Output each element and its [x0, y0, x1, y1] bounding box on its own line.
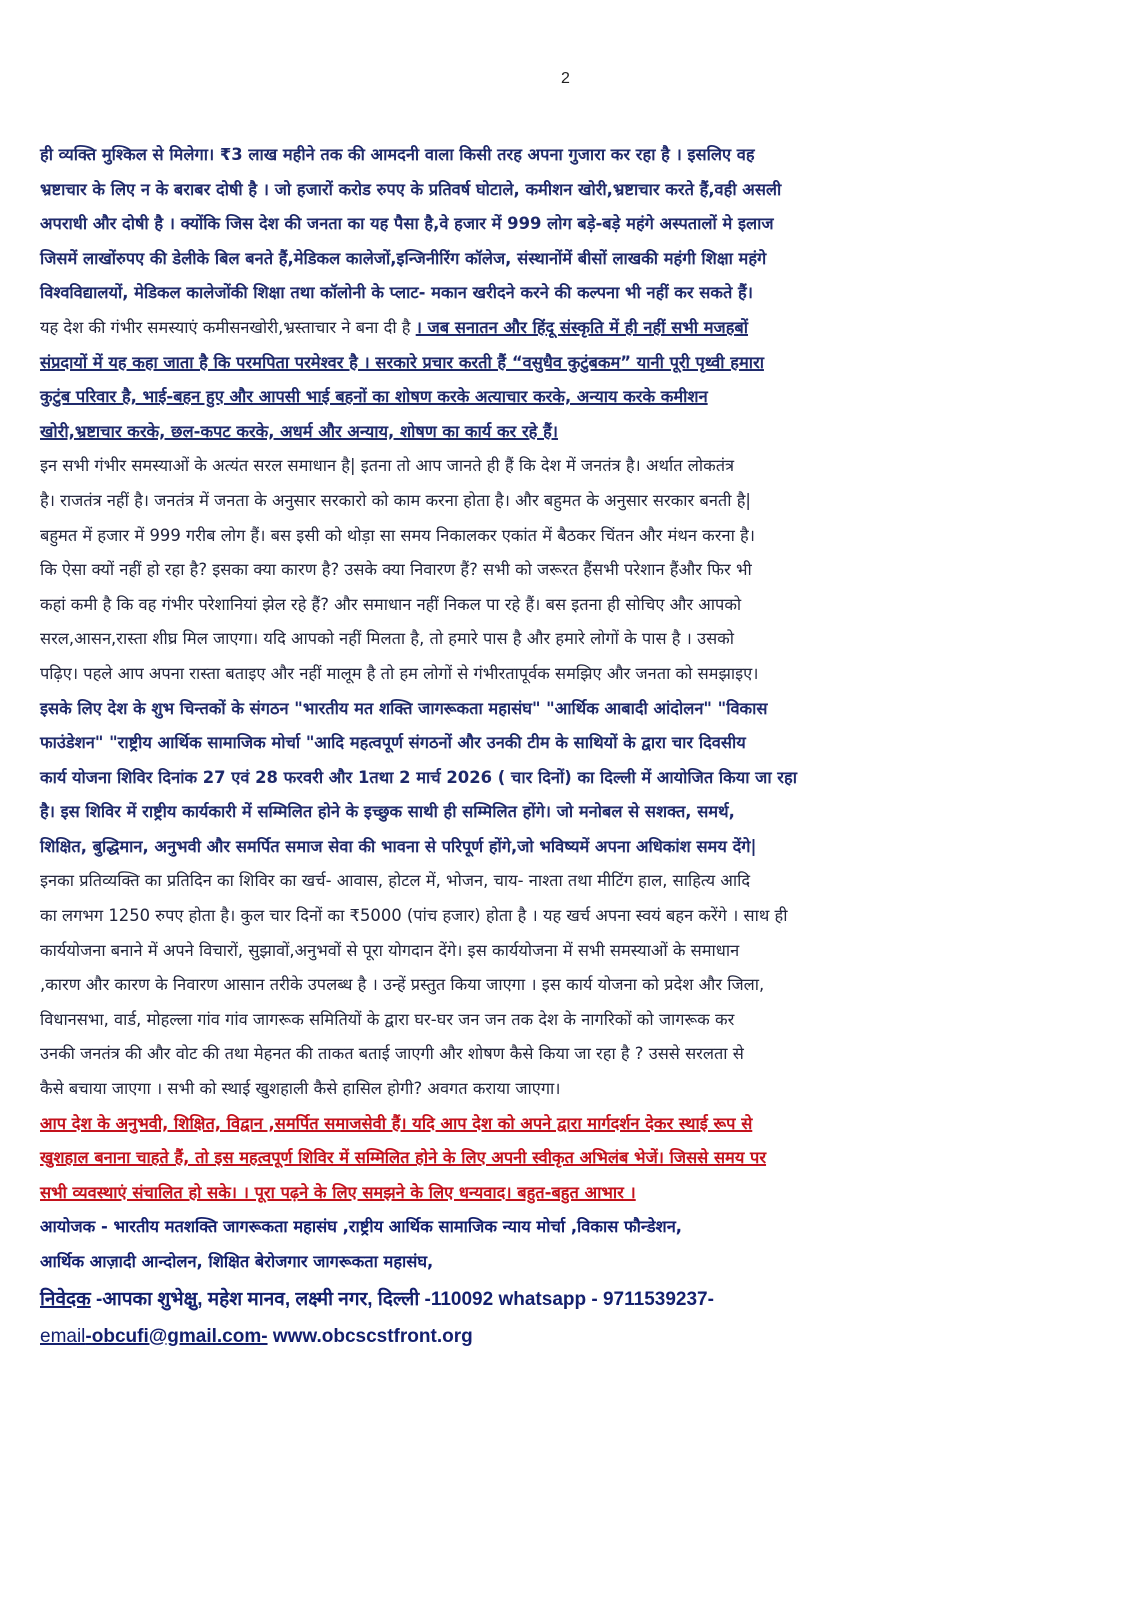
paragraph-sanatan: [40, 311, 1091, 449]
website-link[interactable]: www.obcscstfront.org: [267, 1325, 473, 1347]
text-line: विधानसभा, वार्ड, मोहल्ला गांव गांव जागरूक समितियों के द्वारा घर-घर जन जन तक देश के नागरिकों को जागरूक कर: [40, 1009, 735, 1029]
text-line: सरल,आसन,रास्ता शीघ्र मिल जाएगा। यदि आपको नहीं मिलता है, तो हमारे पास है और हमारे लोगों के पास है । उसको: [40, 629, 734, 649]
text-line: बहुमत में हजार में 999 गरीब लोग हैं। बस इसी को थोड़ा सा समय निकालकर एकांत में बैठकर चिंतन और मंथन करना है।: [40, 525, 755, 545]
signature-block: [40, 1280, 1091, 1356]
underlined-line: संप्रदायों में यह कहा जाता है कि परमपिता परमेश्वर है । सरकारे प्रचार करती हैं “वसुधैव कुटुंबकम” यानी पूरी पृथ्वी हमारा: [40, 352, 764, 372]
text-line: है। राजतंत्र नहीं है। जनतंत्र में जनता के अनुसार सरकारो को काम करना होता है। और बहुमत के अनुसार सरकार बनती है|: [40, 490, 751, 510]
text-line: फाउंडेशन" "राष्ट्रीय आर्थिक सामाजिक मोर्चा "आदि महत्वपूर्ण संगठनों और उनकी टीम के साथियों के द्वारा चार दिवसीय: [40, 733, 746, 753]
text-line: कार्य योजना शिविर दिनांक 27 एवं 28 फरवरी और 1तथा 2 मार्च 2026 ( चार दिनों) का दिल्ली में आयोजित किया जा रहा: [40, 767, 797, 787]
organizer-line: आर्थिक आज़ादी आन्दोलन, शिक्षित बेरोजगार जागरूकता महासंघ,: [40, 1252, 434, 1271]
paragraph-corruption: [40, 138, 1091, 311]
paragraph-camp-expenses: [40, 864, 1091, 1106]
text-line: इसके लिए देश के शुभ चिन्तकों के संगठन "भारतीय मत शक्ति जागरूकता महासंघ" "आर्थिक आबादी आंदोलन" "विकास: [40, 698, 768, 718]
contact-line: [40, 1318, 1091, 1356]
text-line: भ्रष्टाचार के लिए न के बराबर दोषी है । जो हजारों करोड रुपए के प्रतिवर्ष घोटाले, कमीशन खोरी,भ्रष्टाचार करते हैं,वही असली: [40, 179, 782, 199]
red-underlined-line: आप देश के अनुभवी, शिक्षित, विद्वान ,समर्पित समाजसेवी हैं। यदि आप देश को अपने द्वारा मार्गदर्शन देकर स्थाई रूप से: [40, 1113, 753, 1133]
text-line: पढ़िए। पहले आप अपना रास्ता बताइए और नहीं मालूम है तो हम लोगों से गंभीरतापूर्वक समझिए और जनता को समझाइए।: [40, 663, 759, 683]
paragraph-solution: [40, 449, 1091, 691]
text-line: इनका प्रतिव्यक्ति का प्रतिदिन का शिविर का खर्च- आवास, होटल में, भोजन, चाय- नाश्ता तथा मीटिंग हाल, साहित्य आदि: [40, 871, 751, 891]
signature-label: निवेदक: [40, 1287, 91, 1310]
organizer-line: आयोजक - भारतीय मतशक्ति जागरूकता महासंघ ,राष्ट्रीय आर्थिक सामाजिक न्याय मोर्चा ,विकास फौन्डेशन,: [40, 1217, 683, 1237]
text-line: है। इस शिविर में राष्ट्रीय कार्यकारी में सम्मिलित होने के इच्छुक साथी ही सम्मिलित होंगे। जो मनोबल से सशक्त, समर्थ,: [40, 802, 735, 822]
text-line: ही व्यक्ति मुश्किल से मिलेगा। ₹3 लाख महीने तक की आमदनी वाला किसी तरह अपना गुजारा कर रहा है । इसलिए वह: [40, 145, 755, 164]
paragraph-camp-announcement: [40, 692, 1091, 865]
organizers-block: [40, 1210, 1091, 1279]
text-line: जिसमें लाखोंरुपए की डेलीके बिल बनते हैं,मेडिकल कालेजों,इन्जिनीरिंग कॉलेज, संस्थानोंमें बीसों लाखकी महंगी शिक्षा महंगे: [40, 248, 767, 268]
paragraph-invitation: [40, 1107, 1091, 1211]
signature-text: -आपका शुभेक्षु, महेश मानव, लक्ष्मी नगर, दिल्ली -110092 whatsapp - 9711539237-: [90, 1288, 714, 1310]
email-label: email: [40, 1325, 86, 1347]
signature-line: [40, 1280, 1091, 1318]
text-line: कहां कमी है कि वह गंभीर परेशानियां झेल रहे हैं? और समाधान नहीं निकल पा रहे हैं। बस इतना ही सोचिए और आपको: [40, 594, 742, 614]
red-underlined-line: खुशहाल बनाना चाहते हैं, तो इस महत्वपूर्ण शिविर में सम्मिलित होने के लिए अपनी स्वीकृत अभिलंब भेजें। जिससे समय पर: [40, 1148, 767, 1168]
text-line: कार्ययोजना बनाने में अपने विचारों, सुझावों,अनुभवों से पूरा योगदान देंगे। इस कार्ययोजना में सभी समस्याओं के समाधान: [40, 940, 740, 960]
text-line: उनकी जनतंत्र की और वोट की तथा मेहनत की ताकत बताई जाएगी और शोषण कैसे किया जा रहा है ? उससे सरलता से: [40, 1044, 744, 1064]
text-line: शिक्षित, बुद्धिमान, अनुभवी और समर्पित समाज सेवा की भावना से परिपूर्ण होंगे,जो भविष्यमें अपना अधिकांश समय देंगे|: [40, 836, 757, 856]
text-line: का लगभग 1250 रुपए होता है। कुल चार दिनों का ₹5000 (पांच हजार) होता है । यह खर्च अपना स्वयं बहन करेंगे । साथ ही: [40, 906, 788, 926]
text-line: [40, 311, 1091, 346]
underlined-text: । जब सनातन और हिंदू संस्कृति में ही नहीं सभी मजहबों: [415, 317, 749, 337]
text-line: अपराधी और दोषी है । क्योंकि जिस देश की जनता का यह पैसा है,वे हजार में 999 लोग बड़े-बड़े महंगे अस्पतालों मे इलाज: [40, 214, 774, 234]
red-underlined-line: सभी व्यवस्थाएं संचालित हो सके। । पूरा पढ़ने के लिए समझने के लिए धन्यवाद। बहुत-बहुत आभार ।: [40, 1182, 636, 1202]
underlined-line: खोरी,भ्रष्टाचार करके, छल-कपट करके, अधर्म और अन्याय, शोषण का कार्य कर रहे हैं।: [40, 421, 558, 441]
intro-text: यह देश की गंभीर समस्याएं कमीसनखोरी,भ्रस्ताचार ने बना दी है: [40, 317, 416, 337]
text-line: विश्वविद्यालयों, मेडिकल कालेजोंकी शिक्षा तथा कॉलोनी के प्लाट- मकान खरीदने करने की कल्पना भी नहीं कर सकते हैं।: [40, 283, 753, 303]
text-line: इन सभी गंभीर समस्याओं के अत्यंत सरल समाधान है| इतना तो आप जानते ही हैं कि देश में जनतंत्र है। अर्थात लोकतंत्र: [40, 456, 735, 476]
text-line: कि ऐसा क्यों नहीं हो रहा है? इसका क्या कारण है? उसके क्या निवारण हैं? सभी को जरूरत हैंसभी परेशान हैंऔर फिर भी: [40, 560, 752, 580]
letter-body: [40, 138, 1091, 1356]
text-line: ,कारण और कारण के निवारण आसान तरीके उपलब्ध है । उन्हें प्रस्तुत किया जाएगा । इस कार्य योजना को प्रदेश और जिला,: [40, 975, 765, 995]
underlined-line: कुटुंब परिवार है, भाई-बहन हुए और आपसी भाई बहनों का शोषण करके अत्याचार करके, अन्याय करके कमीशन: [40, 387, 708, 407]
text-line: कैसे बचाया जाएगा । सभी को स्थाई खुशहाली कैसे हासिल होगी? अवगत कराया जाएगा।: [40, 1079, 561, 1099]
page-number: 2: [561, 70, 570, 87]
email-link[interactable]: -obcufi@gmail.com-: [85, 1325, 268, 1347]
